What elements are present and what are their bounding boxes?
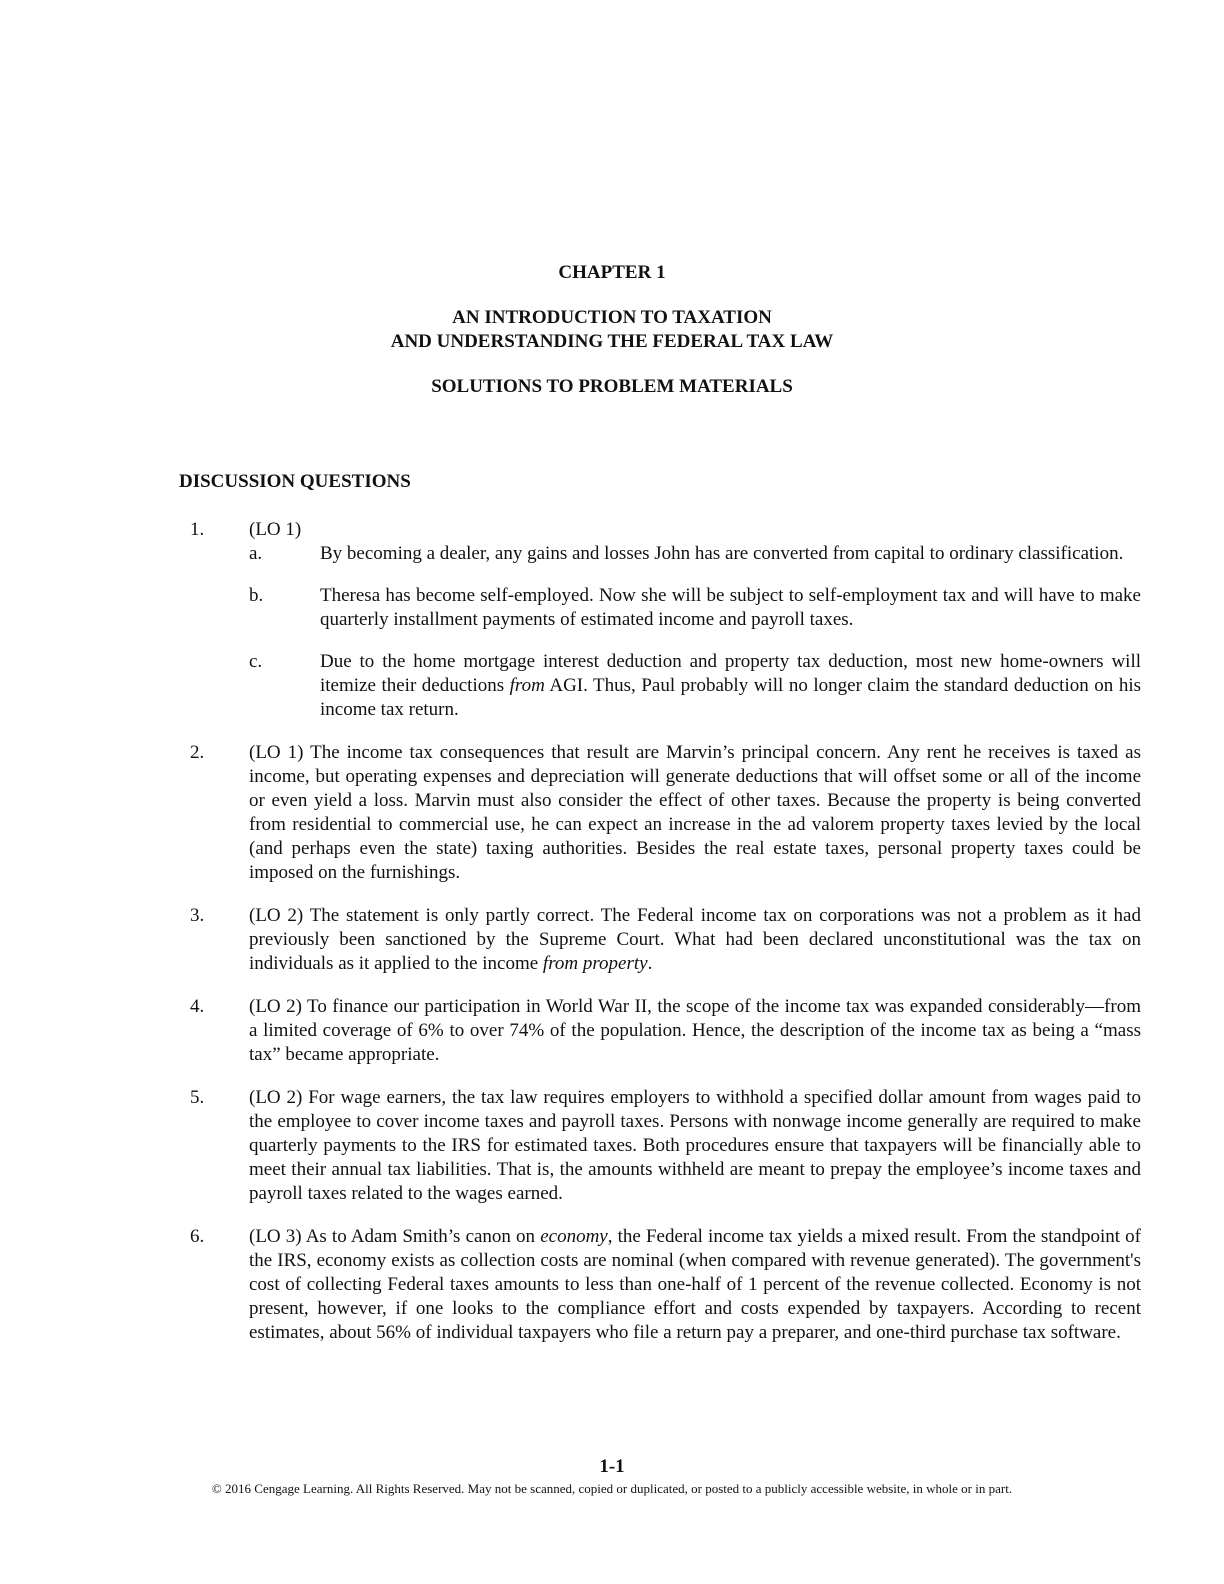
- answer-letter: b.: [249, 585, 264, 606]
- question-1: [179, 518, 1141, 722]
- emphasis: from: [509, 675, 545, 696]
- copyright-notice: © 2016 Cengage Learning. All Rights Reserved. May not be scanned, copied or duplicated, or posted to a publicly accessible website, in whole or in part.: [211, 1481, 1013, 1496]
- section-heading: DISCUSSION QUESTIONS: [179, 471, 411, 492]
- question-list: [179, 518, 1141, 1345]
- question-2: [179, 741, 1141, 885]
- question-number: 6.: [190, 1226, 205, 1247]
- question-text: (LO 1) The income tax consequences that result are Marvin’s principal concern. Any rent he receives is taxed as income, but operating expenses and depreciation will generate deductions that will offset some or all of the income or even yield a loss. Marvin must also consider the effect of other taxes. Because the property is being converted from residential to commercial use, he can expect an increase in the ad valorem property taxes levied by the local (and perhaps even the state) taxing authorities. Besides the real estate taxes, personal property taxes could be imposed on the furnishings.: [249, 742, 1141, 883]
- question-number: 4.: [190, 996, 205, 1017]
- question-text: (LO 3) As to Adam Smith’s canon on economy, the Federal income tax yields a mixed result. From the standpoint of the IRS, economy exists as collection costs are nominal (when compared with revenue generated). The government's cost of collecting Federal taxes amounts to less than one-half of 1 percent of the revenue collected. Economy is not present, however, if one looks to the compliance effort and costs expended by taxpayers. According to recent estimates, about 56% of individual taxpayers who file a return pay a preparer, and one-third purchase tax software.: [249, 1226, 1142, 1343]
- question-number: 2.: [190, 742, 205, 763]
- answer-a: [249, 542, 1141, 566]
- emphasis: economy: [540, 1226, 608, 1247]
- question-5: [179, 1086, 1141, 1206]
- answer-text: Theresa has become self-employed. Now she will be subject to self-employment tax and will have to make quarterly installment payments of estimated income and payroll taxes.: [320, 585, 1141, 630]
- question-3: [179, 904, 1141, 976]
- question-number: 5.: [190, 1087, 205, 1108]
- answer-text: By becoming a dealer, any gains and losses John has are converted from capital to ordinary classification.: [320, 543, 1124, 564]
- chapter-label: CHAPTER 1: [558, 262, 666, 283]
- question-number: 1.: [190, 519, 205, 540]
- emphasis: from property: [542, 953, 648, 974]
- chapter-title: [0, 306, 1224, 354]
- chapter-title-line-2: AND UNDERSTANDING THE FEDERAL TAX LAW: [390, 331, 834, 352]
- answer-letter: a.: [249, 543, 263, 564]
- question-text: (LO 2) The statement is only partly correct. The Federal income tax on corporations was not a problem as it had previously been sanctioned by the Supreme Court. What had been declared unconstitutional was the tax on individuals as it applied to the income from property.: [249, 905, 1141, 974]
- page-number: 1-1: [599, 1456, 625, 1477]
- answer-text: Due to the home mortgage interest deduction and property tax deduction, most new home-owners will itemize their deductions from AGI. Thus, Paul probably will no longer claim the standard deduction on his income tax return.: [320, 651, 1141, 720]
- answer-c: [249, 650, 1141, 722]
- question-4: [179, 995, 1141, 1067]
- question-label: (LO 1): [249, 519, 302, 540]
- question-number: 3.: [190, 905, 205, 926]
- chapter-subtitle: SOLUTIONS TO PROBLEM MATERIALS: [431, 376, 793, 397]
- question-6: [179, 1225, 1141, 1345]
- question-text: (LO 2) For wage earners, the tax law requires employers to withhold a specified dollar amount from wages paid to the employee to cover income taxes and payroll taxes. Persons with nonwage income generally are required to make quarterly payments to the IRS for estimated taxes. Both procedures ensure that taxpayers will be financially able to meet their annual tax liabilities. That is, the amounts withheld are meant to prepay the employee’s income taxes and payroll taxes related to the wages earned.: [249, 1087, 1141, 1204]
- question-text: (LO 2) To finance our participation in World War II, the scope of the income tax was expanded considerably—from a limited coverage of 6% to over 74% of the population. Hence, the description of the income tax as being a “mass tax” became appropriate.: [249, 996, 1141, 1065]
- answer-letter: c.: [249, 651, 263, 672]
- chapter-title-line-1: AN INTRODUCTION TO TAXATION: [452, 307, 772, 328]
- answer-b: [249, 584, 1141, 632]
